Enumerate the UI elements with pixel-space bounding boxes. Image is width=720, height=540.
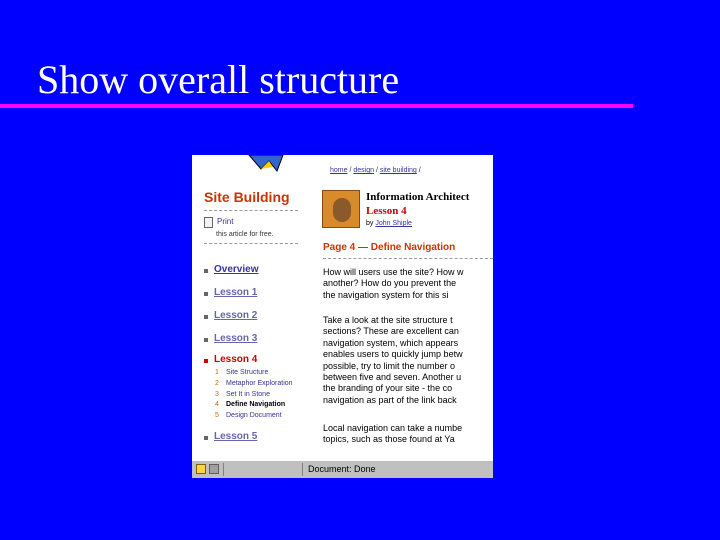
text-line: sections? These are excellent can [323, 326, 459, 337]
printer-icon [204, 217, 213, 228]
text-line: enables users to quickly jump betw [323, 349, 463, 360]
subnav-number: 2 [215, 379, 219, 387]
print-note: this article for free. [216, 231, 274, 238]
text-line: the navigation system for this si [323, 289, 449, 300]
byline [366, 220, 412, 227]
author-photo [322, 190, 360, 228]
breadcrumb-separator: / [349, 167, 354, 174]
subnav-number: 5 [215, 412, 219, 420]
subnav-item-set-it-in-stone[interactable] [215, 391, 317, 402]
text-line: possible, try to limit the number o [323, 360, 456, 371]
browser-screenshot [192, 155, 493, 478]
status-divider [223, 463, 224, 476]
bullet-icon [204, 269, 208, 273]
article-paragraph-3 [323, 423, 462, 446]
breadcrumb-site-building[interactable]: site building [379, 167, 417, 174]
byline-prefix: by [366, 220, 376, 227]
status-divider [302, 463, 303, 476]
breadcrumb-home[interactable]: home [330, 167, 348, 174]
page-heading: Page 4 — Define Navigation [323, 242, 456, 253]
sidebar-item-label: Lesson 5 [214, 431, 258, 442]
subnav-number: 1 [215, 369, 219, 376]
text-line: Local navigation can take a numbe [323, 423, 463, 433]
sidebar-item-label: Lesson 4 [214, 354, 258, 365]
text-line: Take a look at the site structure t [323, 315, 453, 325]
subnav-item-site-structure[interactable] [215, 369, 317, 380]
text-line: between five and seven. Another u [323, 372, 462, 383]
text-line: navigation system, which appears [323, 337, 459, 348]
sidebar-item-label: Lesson 3 [214, 333, 258, 344]
author-face [333, 198, 351, 222]
breadcrumb-separator: / [375, 167, 380, 174]
bullet-icon [204, 359, 208, 363]
article-title: Information Architect [366, 191, 470, 203]
print-label: Print [217, 217, 234, 226]
bullet-icon [204, 436, 208, 440]
sidebar-item-label: Lesson 2 [214, 310, 258, 321]
article-divider [323, 258, 493, 259]
text-line: How will users use the site? How w [323, 267, 464, 277]
subnav-item-design-document[interactable] [215, 412, 317, 423]
bullet-icon [204, 292, 208, 296]
subnav-item-metaphor-exploration[interactable] [215, 380, 317, 391]
connection-icon [209, 464, 219, 474]
author-link[interactable]: John Shiple [375, 220, 412, 227]
subnav-item-define-navigation[interactable] [215, 401, 317, 412]
slide-title: Show overall structure [37, 57, 400, 102]
browser-status-bar [192, 460, 493, 478]
breadcrumb-separator: / [418, 167, 421, 174]
security-icon [196, 464, 206, 474]
subnav-number: 4 [215, 401, 219, 409]
article-paragraph-2 [323, 315, 463, 406]
sidebar-item-label: Lesson 1 [214, 287, 258, 298]
breadcrumb-design[interactable]: design [353, 167, 374, 174]
subnav-label: Site Structure [226, 369, 269, 376]
bullet-icon [204, 315, 208, 319]
lesson-subnav [215, 369, 317, 423]
sidebar-heading: Site Building [204, 189, 290, 205]
subnav-number: 3 [215, 390, 219, 398]
article-paragraph-1 [323, 267, 464, 301]
lesson-title: Lesson 4 [366, 205, 407, 217]
subnav-label: Design Document [226, 412, 282, 420]
sidebar-divider [204, 210, 298, 211]
text-line: navigation as part of the link back [323, 394, 457, 405]
text-line: another? How do you prevent the [323, 278, 457, 289]
sidebar [192, 155, 317, 460]
title-underline [0, 104, 633, 108]
subnav-label: Define Navigation [226, 401, 286, 409]
text-line: topics, such as those found at Ya [323, 434, 455, 445]
subnav-label: Metaphor Exploration [226, 379, 293, 387]
status-text: Document: Done [308, 464, 376, 474]
text-line: the branding of your site - the co [323, 383, 453, 394]
bullet-icon [204, 338, 208, 342]
breadcrumb [330, 167, 421, 174]
sidebar-item-label: Overview [214, 264, 259, 275]
article-area [317, 155, 493, 460]
sidebar-divider [204, 243, 298, 244]
subnav-label: Set It in Stone [226, 390, 270, 398]
